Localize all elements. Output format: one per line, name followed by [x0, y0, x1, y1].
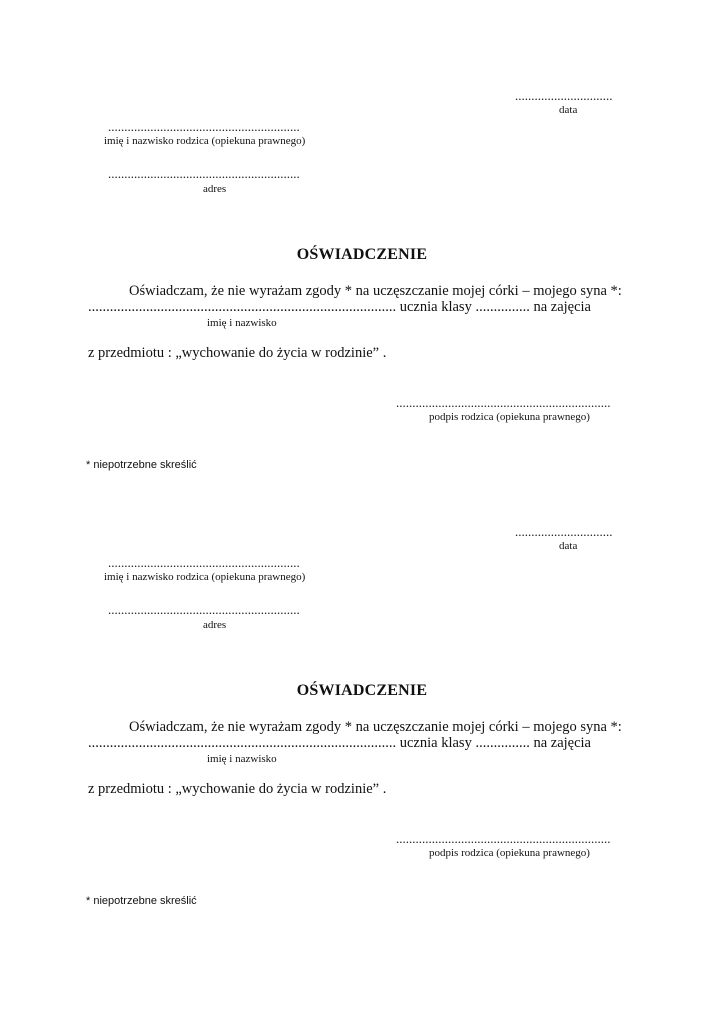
- date-field[interactable]: ..............................: [515, 88, 613, 103]
- date-field[interactable]: ..............................: [515, 524, 613, 539]
- date-label: data: [559, 104, 578, 116]
- declaration-line-1: Oświadczam, że nie wyrażam zgody * na uczęszczanie mojej córki – mojego syna *:: [129, 719, 622, 735]
- declaration-form-2: [0, 436, 724, 907]
- footnote: * niepotrzebne skreślić: [86, 459, 197, 471]
- address-label: adres: [203, 183, 227, 195]
- student-name-and-class-field[interactable]: ..................................................................................... ucznia klasy ............... na zajęcia: [88, 735, 591, 751]
- parent-name-field[interactable]: ...........................................................: [108, 555, 300, 570]
- footnote: * niepotrzebne skreślić: [86, 895, 197, 907]
- signature-label: podpis rodzica (opiekuna prawnego): [429, 411, 590, 423]
- address-field[interactable]: ...........................................................: [108, 166, 300, 181]
- signature-field[interactable]: ..................................................................: [396, 831, 611, 846]
- declaration-form-1: [0, 0, 724, 471]
- student-name-label: imię i nazwisko: [207, 753, 277, 765]
- date-label: data: [559, 540, 578, 552]
- document-title: OŚWIADCZENIE: [296, 246, 428, 263]
- student-name-label: imię i nazwisko: [207, 317, 277, 329]
- signature-label: podpis rodzica (opiekuna prawnego): [429, 847, 590, 859]
- parent-name-label: imię i nazwisko rodzica (opiekuna prawnego): [104, 135, 306, 147]
- address-field[interactable]: ...........................................................: [108, 602, 300, 617]
- address-label: adres: [203, 619, 227, 631]
- student-name-and-class-field[interactable]: ..................................................................................... ucznia klasy ............... na zajęcia: [88, 299, 591, 315]
- parent-name-field[interactable]: ...........................................................: [108, 119, 300, 134]
- declaration-subject-line: z przedmiotu : „wychowanie do życia w rodzinie” .: [88, 781, 387, 797]
- parent-name-label: imię i nazwisko rodzica (opiekuna prawnego): [104, 571, 306, 583]
- signature-field[interactable]: ..................................................................: [396, 395, 611, 410]
- declaration-line-1: Oświadczam, że nie wyrażam zgody * na uczęszczanie mojej córki – mojego syna *:: [129, 283, 622, 299]
- declaration-subject-line: z przedmiotu : „wychowanie do życia w rodzinie” .: [88, 345, 387, 361]
- document-title: OŚWIADCZENIE: [296, 682, 428, 699]
